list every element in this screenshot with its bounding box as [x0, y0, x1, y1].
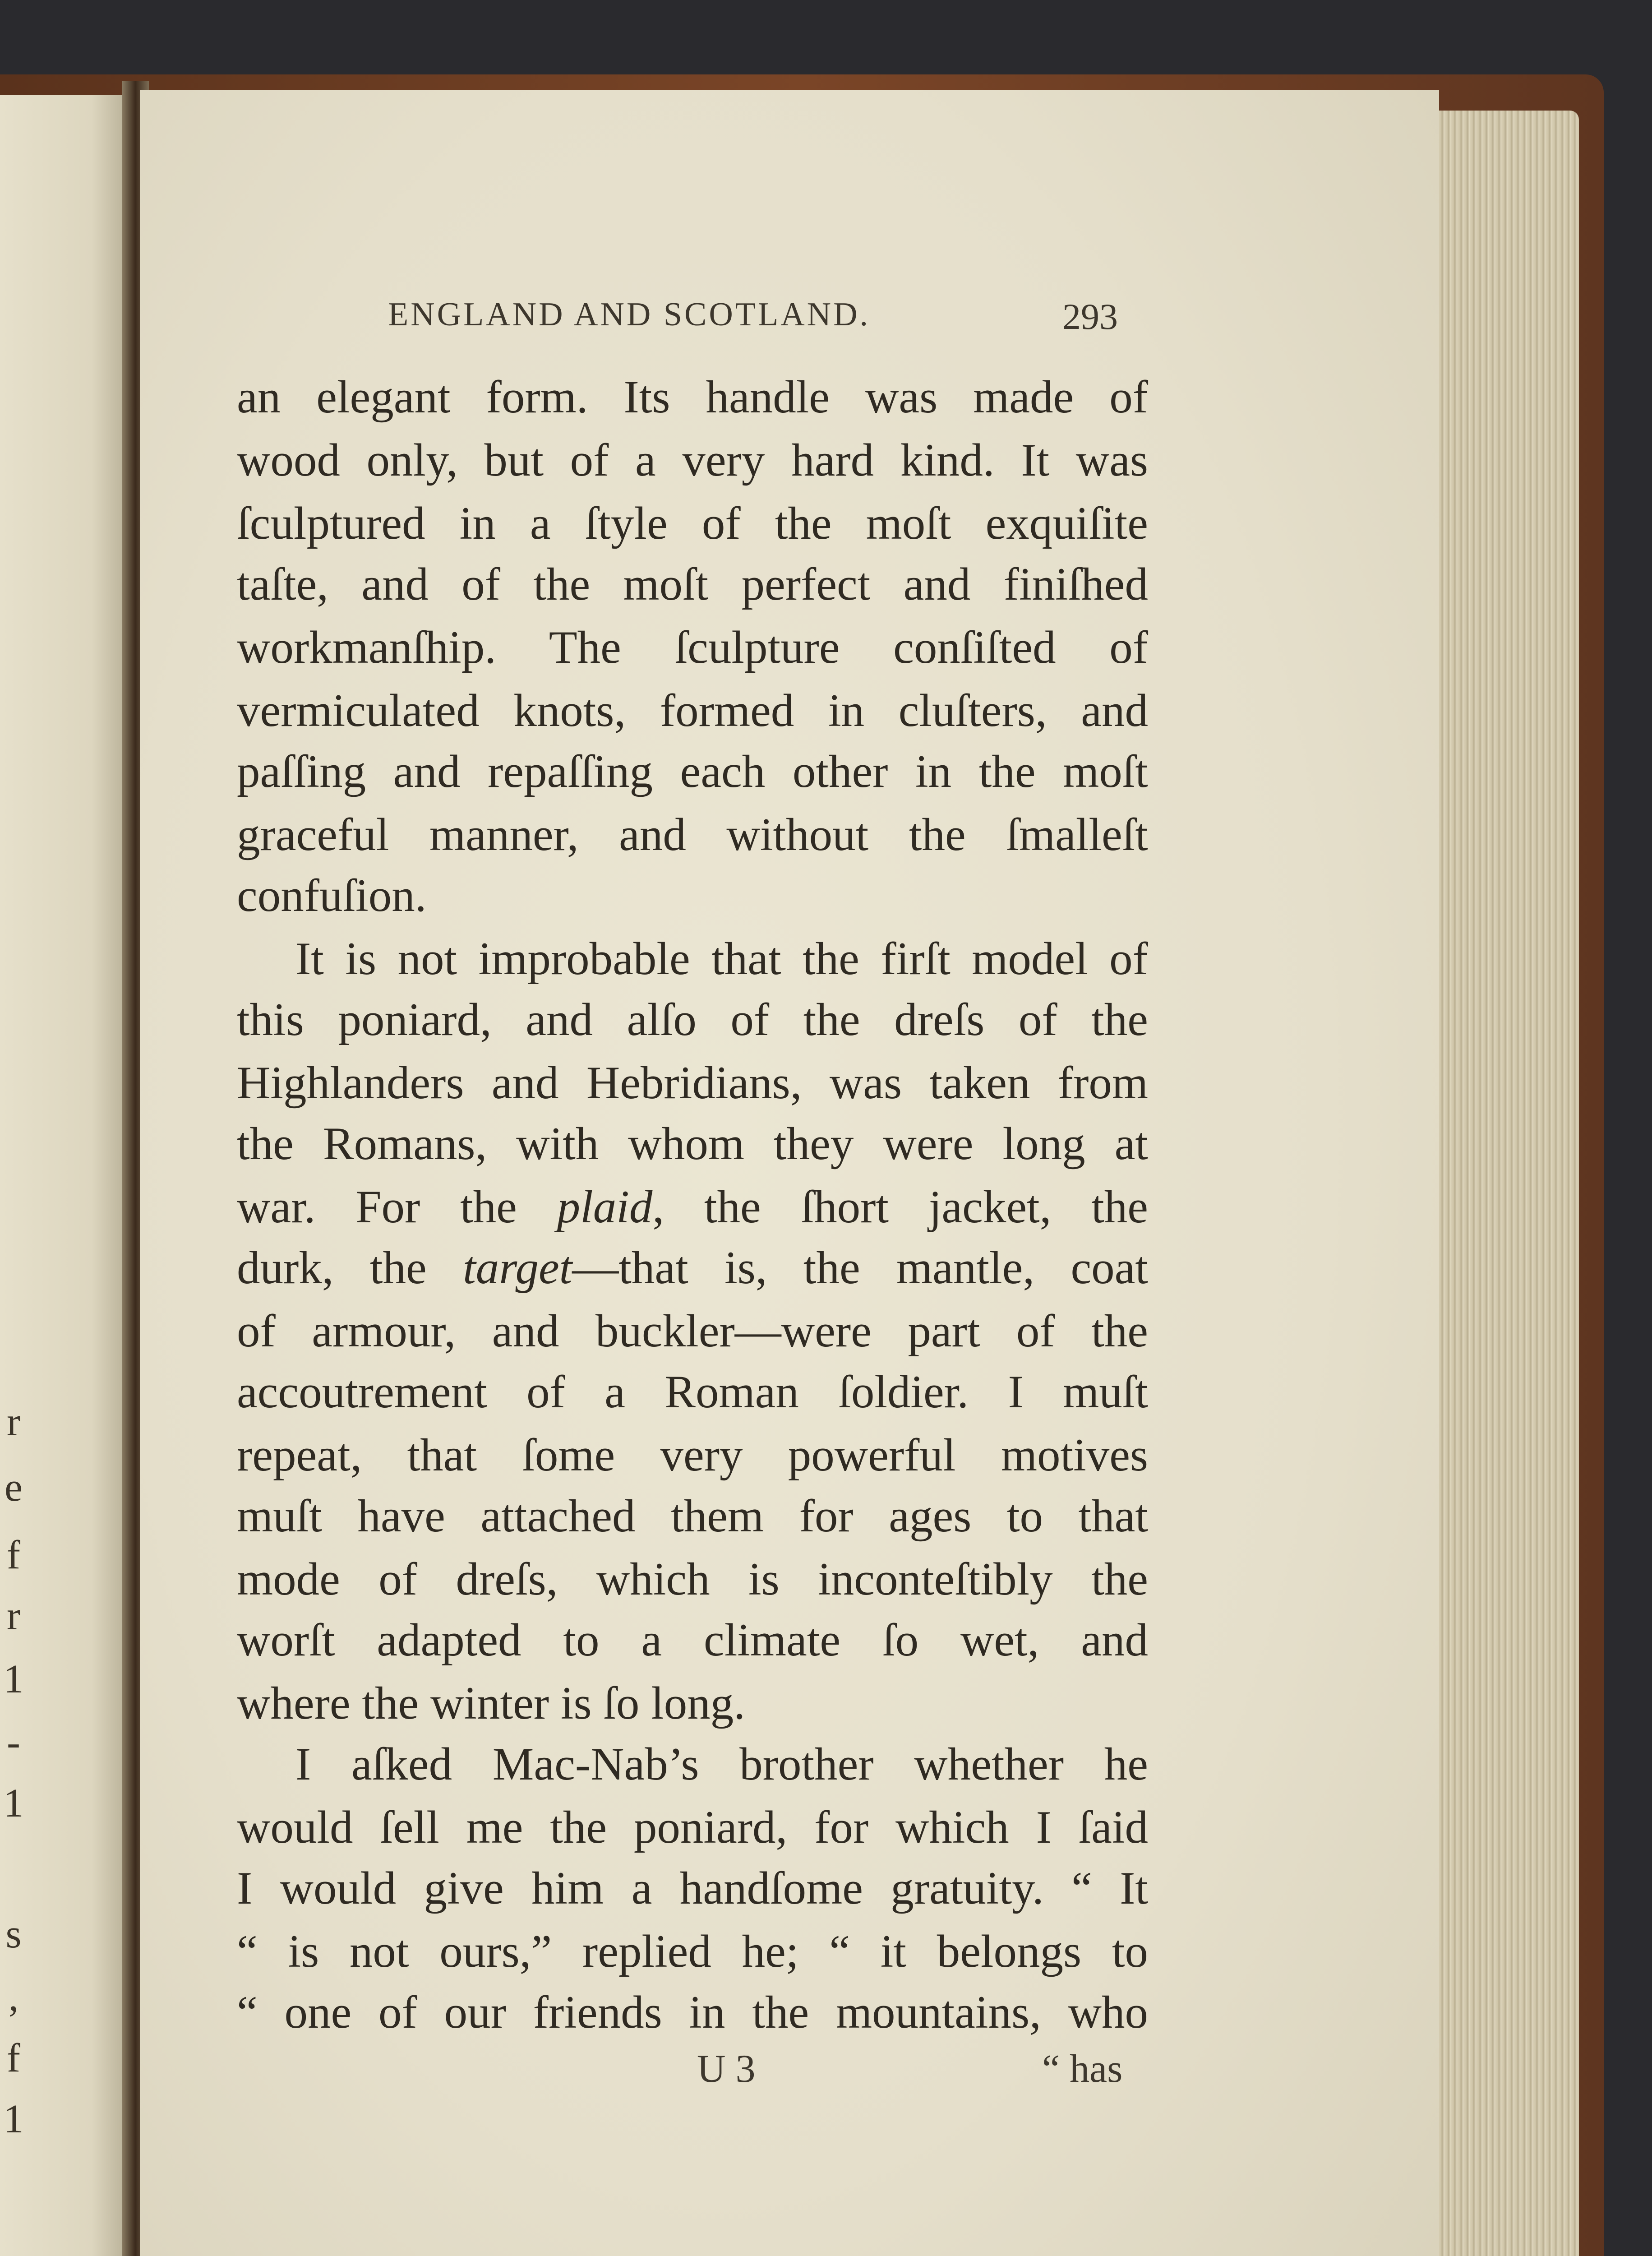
- text-line: I would give him a handſome gratuity. “ It: [237, 1863, 1148, 1914]
- left-edge-fragment: f: [7, 1533, 20, 1577]
- left-edge-fragment: f: [7, 2036, 20, 2080]
- text-line: ſculptured in a ſtyle of the moſt exquiſite: [237, 498, 1148, 549]
- text-line: paſſing and repaſſing each other in the moſt: [237, 746, 1148, 797]
- page-block-edges: [1426, 111, 1579, 2256]
- left-edge-fragment: r: [7, 1594, 20, 1638]
- text-line: an elegant form. Its handle was made of: [237, 371, 1148, 423]
- text-line: workmanſhip. The ſculpture conſiſted of: [237, 622, 1148, 673]
- text-line: repeat, that ſome very powerful motives: [237, 1429, 1148, 1481]
- text-line: It is not improbable that the firſt model of: [295, 933, 1148, 985]
- italic-word-target: target: [463, 1242, 572, 1294]
- text-line: would ſell me the poniard, for which I ſaid: [237, 1802, 1148, 1853]
- text-line: where the winter is ſo long.: [237, 1678, 746, 1729]
- catchword: “ has: [1042, 2047, 1123, 2091]
- text-line: accoutrement of a Roman ſoldier. I muſt: [237, 1366, 1148, 1418]
- left-edge-fragment: -: [7, 1720, 20, 1765]
- text-line: taſte, and of the moſt perfect and finiſhed: [237, 559, 1148, 610]
- text-run: —that is, the mantle, coat: [572, 1242, 1148, 1294]
- text-line: “ is not ours,” replied he; “ it belongs to: [237, 1926, 1148, 1977]
- text-line: mode of dreſs, which is inconteſtibly the: [237, 1553, 1148, 1605]
- italic-word-plaid: plaid: [557, 1181, 653, 1233]
- text-run: durk, the: [237, 1242, 463, 1294]
- text-line: graceful manner, and without the ſmalleſt: [237, 809, 1148, 860]
- left-edge-fragment: 1: [3, 2097, 24, 2141]
- text-line: Highlanders and Hebridians, was taken from: [237, 1057, 1148, 1109]
- signature-mark: U 3: [697, 2047, 756, 2091]
- text-line: worſt adapted to a climate ſo wet, and: [237, 1614, 1148, 1666]
- text-run: , the ſhort jacket, the: [652, 1181, 1148, 1233]
- text-run: war. For the: [237, 1181, 557, 1233]
- text-line: [237, 1236, 1148, 1299]
- text-line: “ one of our friends in the mountains, who: [237, 1987, 1148, 2038]
- running-head: ENGLAND AND SCOTLAND.: [388, 296, 871, 333]
- text-line: [237, 1175, 1148, 1239]
- text-line: this poniard, and alſo of the dreſs of the: [237, 994, 1148, 1045]
- left-edge-fragment: s: [5, 1912, 22, 1956]
- text-line: vermiculated knots, formed in cluſters, and: [237, 685, 1148, 736]
- left-edge-fragment: e: [5, 1465, 23, 1510]
- text-line: the Romans, with whom they were long at: [237, 1118, 1148, 1170]
- text-line: of armour, and buckler—were part of the: [237, 1305, 1148, 1357]
- left-edge-fragment: r: [7, 1400, 20, 1444]
- left-edge-fragment: 1: [3, 1781, 24, 1826]
- text-line: muſt have attached them for ages to that: [237, 1490, 1148, 1542]
- left-edge-fragment: 1: [3, 1657, 24, 1701]
- left-edge-fragment: ,: [8, 1975, 19, 2020]
- text-line: I aſked Mac-Nab’s brother whether he: [295, 1738, 1148, 1790]
- text-line: confuſion.: [237, 870, 427, 921]
- text-line: wood only, but of a very hard kind. It was: [237, 435, 1148, 486]
- page-number: 293: [1062, 296, 1118, 337]
